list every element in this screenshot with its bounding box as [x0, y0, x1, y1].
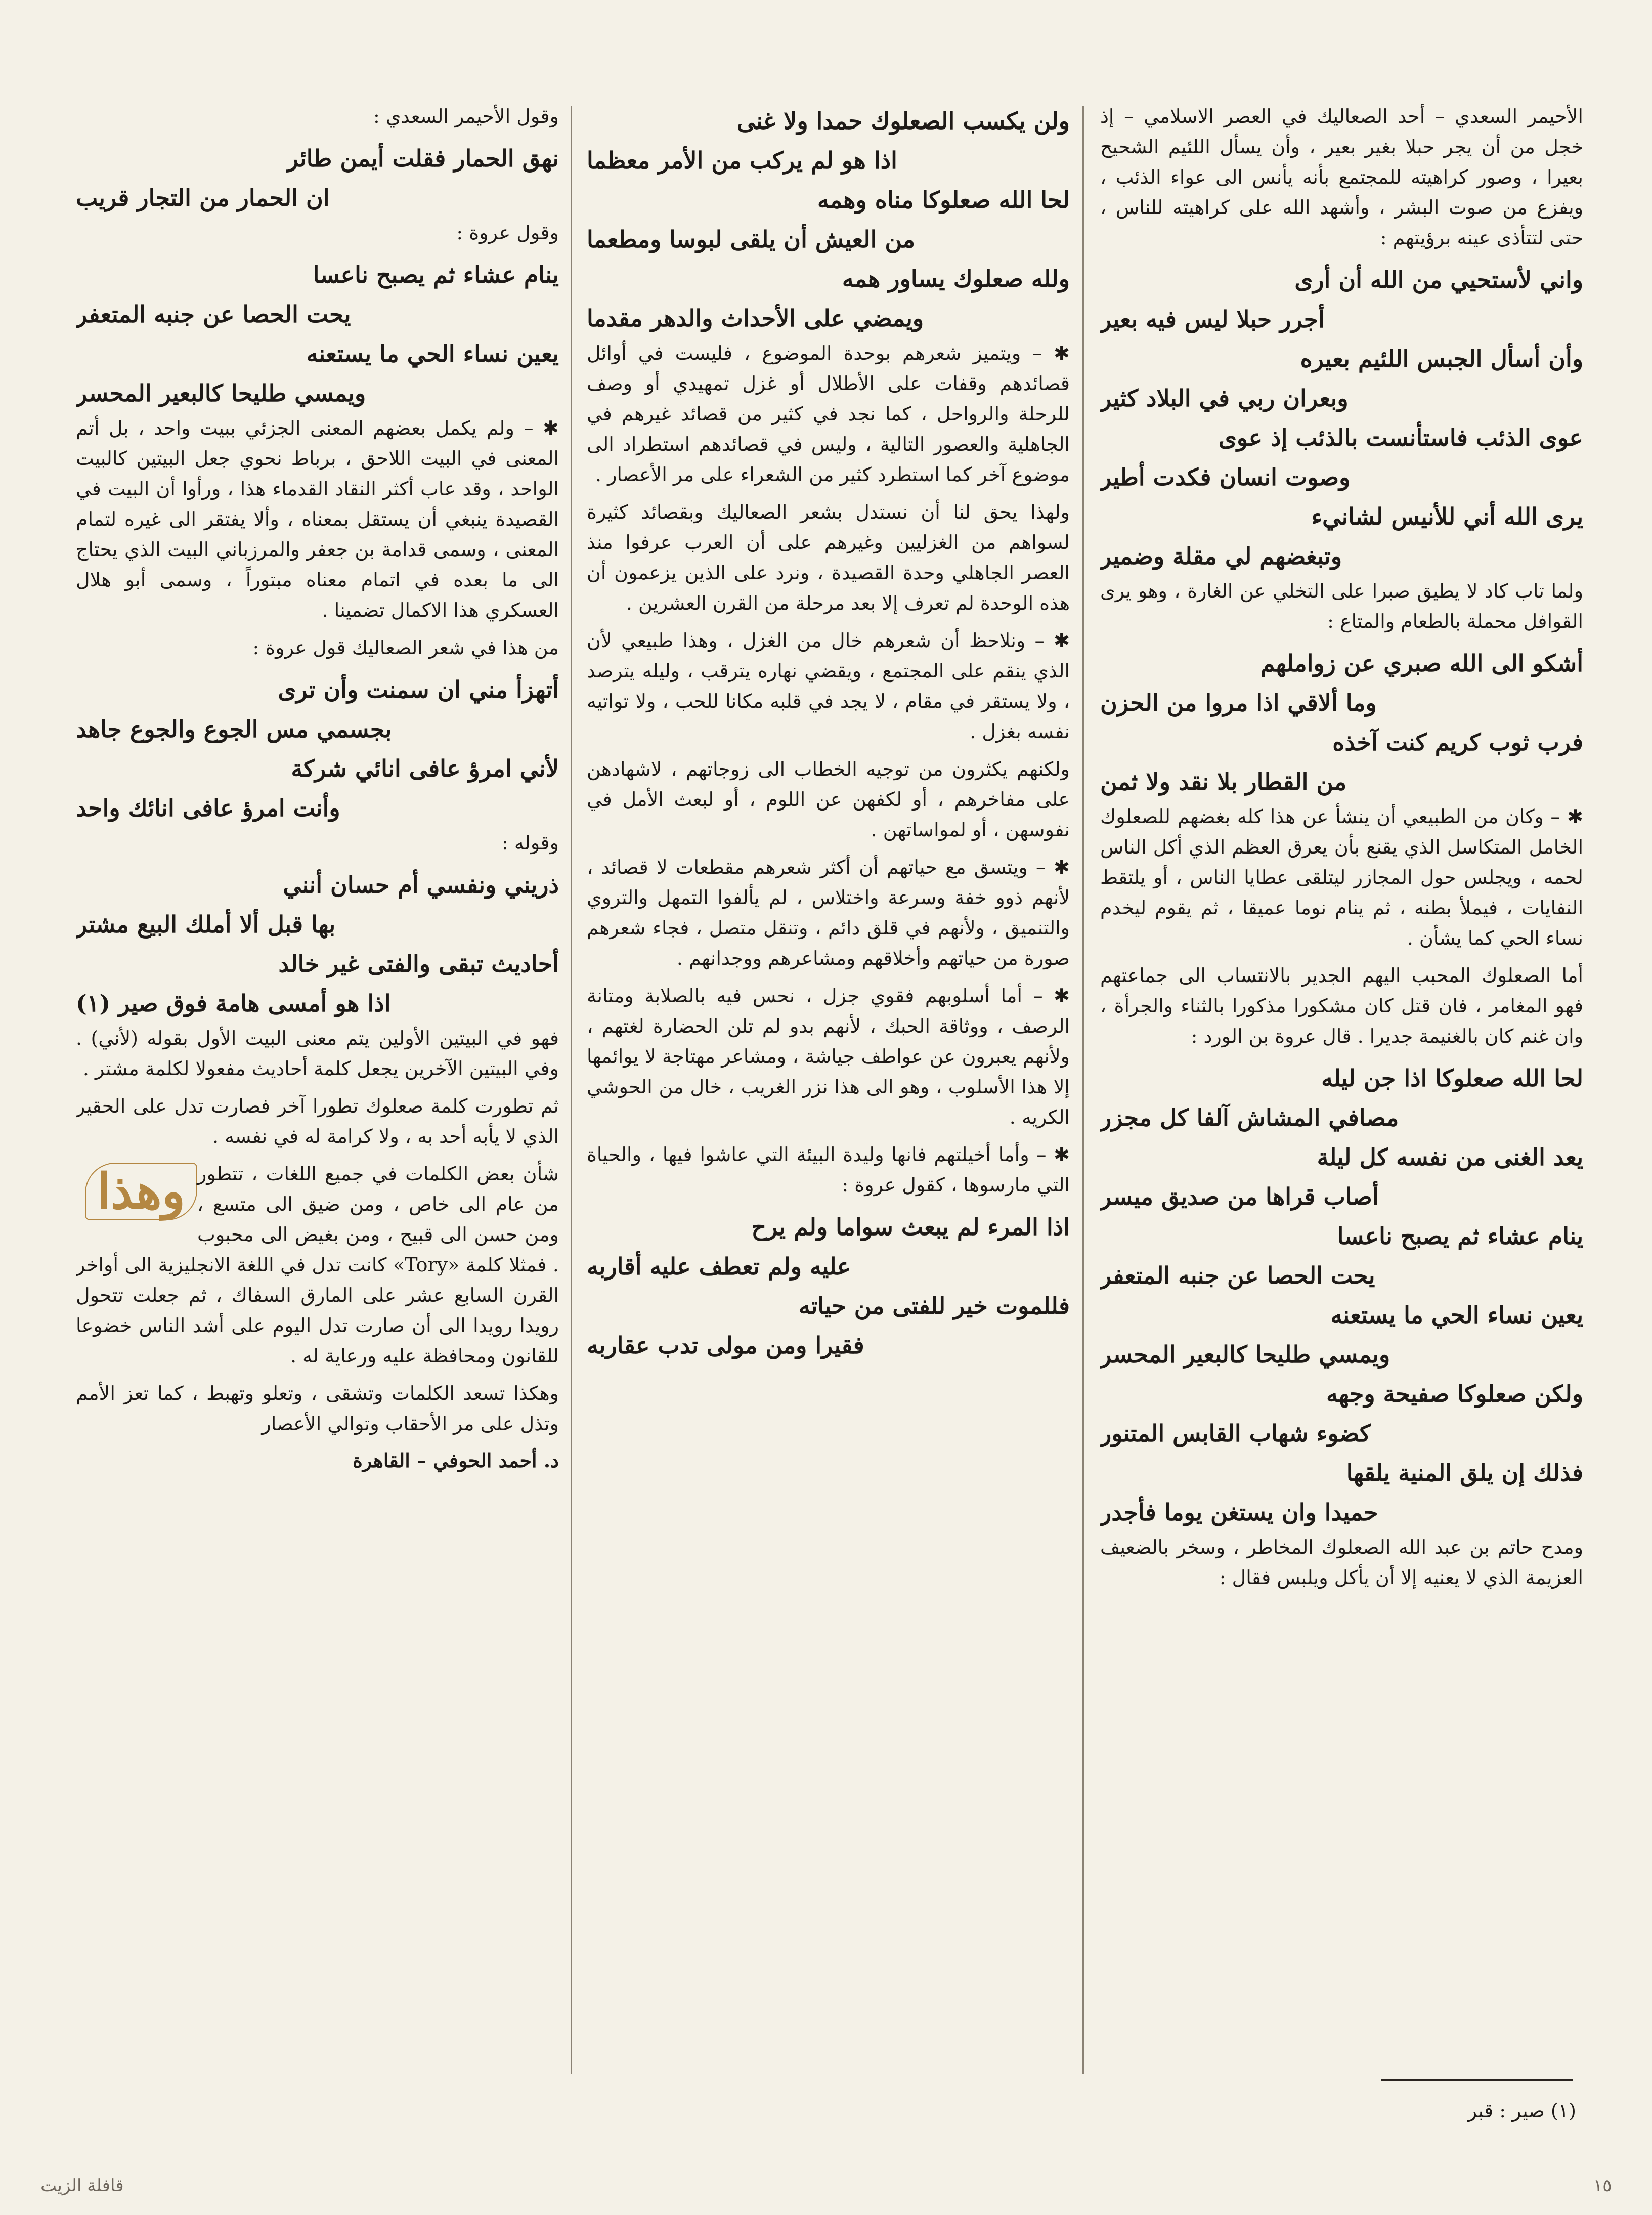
poem-verse: لأني امرؤ عافى انائي شركة — [291, 755, 559, 782]
poem-verse: أصاب قراها من صديق ميسر — [1100, 1183, 1379, 1210]
poem-verse: فقيرا ومن مولى تدب عقاربه — [587, 1332, 864, 1359]
poem-verse: نهق الحمار فقلت أيمن طائر — [287, 145, 559, 172]
paragraph: أما الصعلوك المحبب اليهم الجدير بالانتساب الى جماعتهم فهو المغامر ، فان قتل كان مشكورا مذكورا بالثناء والجرأة ، وان غنم كان بالغنيمة جديرا . قال عروة بن الورد : — [1100, 964, 1583, 1047]
poem-verse: يرى الله أني للأنيس لشانيء — [1311, 503, 1583, 530]
page-number: ١٥ — [1593, 2176, 1612, 2196]
poem-verse: أحاديث تبقى والفتى غير خالد — [278, 950, 559, 977]
paragraph: من هذا في شعر الصعاليك قول عروة : — [252, 636, 559, 659]
paragraph: ✱ – ولم يكمل بعضهم المعنى الجزئي ببيت واحد ، بل أتم المعنى في البيت اللاحق ، برباط نحوي جعل البيتين كالبيت الواحد ، وقد عاب أكثر النقاد القدماء هذا ، ورأوا أن البيت في القصيدة ينبغي أن يستقل بمعناه ، وألا يفتقر الى غيره لتمام المعنى ، وسمى قدامة بن جعفر والمرزباني البيت الذي يحتاج الى ما بعده في اتمام معناه مبتوراً ، وسمى أبو هلال العسكري هذا الاكمال تضمينا . — [76, 417, 559, 621]
poem-verse: ولله صعلوك يساور همه — [842, 265, 1070, 292]
poem-verse: اذا هو أمسى هامة فوق صير (١) — [76, 990, 391, 1017]
poem-verse: اذا هو لم يركب من الأمر معظما — [587, 147, 897, 174]
paragraph: فهو في البيتين الأولين يتم معنى البيت الأول بقوله (لأني) . وفي البيتين الآخرين يجعل كلمة أحاديث مفعولا لكلمة مشتر . — [76, 1027, 559, 1080]
poem-verse: مصافي المشاش آلفا كل مجزر — [1100, 1104, 1399, 1131]
poem-verse: ينام عشاء ثم يصبح ناعسا — [313, 261, 559, 288]
poem-verse: ان الحمار من التجار قريب — [76, 184, 330, 211]
footnote: (١) صير : قبر — [1467, 2100, 1576, 2122]
poem-verse: وصوت انسان فكدت أطير — [1100, 463, 1351, 491]
poem-verse: أتهزأ مني ان سمنت وأن ترى — [278, 676, 559, 703]
poem-verse: وأن أسأل الجبس اللئيم بعيره — [1300, 345, 1583, 372]
poem-verse: ينام عشاء ثم يصبح ناعسا — [1337, 1222, 1583, 1250]
poem-verse: يحت الحصا عن جنبه المتعفر — [1100, 1262, 1375, 1289]
poem-verse: من العيش أن يلقى لبوسا ومطعما — [587, 226, 916, 253]
paragraph: وقول الأحيمر السعدي : — [373, 105, 559, 127]
paragraph: ✱ – وأما أخيلتهم فانها وليدة البيئة التي عاشوا فيها ، والحياة التي مارسوها ، كقول عروة : — [587, 1143, 1070, 1196]
magazine-name: قافلة الزيت — [40, 2176, 124, 2196]
poem-verse: أشكو الى الله صبري عن زواملهم — [1260, 650, 1583, 677]
poem-verse: ويمسي طليحا كالبعير المحسر — [1100, 1341, 1390, 1368]
article-column-middle — [587, 101, 1070, 2115]
paragraph: وقول عروة : — [456, 222, 559, 244]
poem-verse: كضوء شهاب القابس المتنور — [1100, 1420, 1371, 1447]
paragraph: الأحيمر السعدي – أحد الصعاليك في العصر الاسلامي – إذ خجل من أن يجر حبلا بغير بعير ، وأن يسأل اللئيم الشحيح بعيرا ، وصور كراهيته للمجتمع بأنه يأنس الى عواء الذئب ، ويفزع من صوت البشر ، وأشهد الله على كراهيته للناس ، حتى لتتأذى عينه برؤيتهم : — [1100, 105, 1583, 249]
poem-verse: يعين نساء الحي ما يستعنه — [306, 340, 559, 367]
poem-verse: لحا الله صعلوكا اذا جن ليله — [1321, 1064, 1583, 1092]
poem-verse: من القطار بلا نقد ولا ثمن — [1100, 768, 1347, 795]
article-column-left — [76, 101, 559, 2115]
paragraph: وقوله : — [502, 832, 559, 854]
poem-verse: وبعران ربي في البلاد كثير — [1100, 385, 1349, 412]
poem-verse: ويمسي طليحا كالبعير المحسر — [76, 379, 366, 407]
poem-verse: ولكن صعلوكا صفيحة وجهه — [1326, 1380, 1583, 1408]
poem-verse: فذلك إن يلق المنية يلقها — [1346, 1459, 1583, 1486]
paragraph: ✱ – وكان من الطبيعي أن ينشأ عن هذا كله بغضهم للصعلوك الخامل المتكاسل الذي يقنع بأن يعرق العظم الذي أكل الناس لحمه ، ويجلس حول المجازر ليتلقى عطايا الناس ، أو يلتقط النفايات ، فيملأ بطنه ، ثم ينام نوما عميقا ، ثم يقوم ليخدم نساء الحي كما يشأن . — [1100, 805, 1583, 949]
poem-verse: يعد الغنى من نفسه كل ليلة — [1317, 1143, 1583, 1171]
column-divider — [571, 106, 572, 2074]
poem-verse: فللموت خير للفتى من حياته — [798, 1292, 1070, 1319]
poem-verse: يحت الحصا عن جنبه المتعفر — [76, 301, 351, 328]
poem-verse: وتبغضهم لي مقلة وضمير — [1100, 542, 1342, 570]
poem-verse: وأنت امرؤ عافى انائك واحد — [76, 794, 340, 822]
poem-verse: وما ألاقي اذا مروا من الحزن — [1100, 689, 1377, 716]
paragraph: ولهذا يحق لنا أن نستدل بشعر الصعاليك وبقصائد كثيرة لسواهم من الغزليين وغيرهم على أن العرب عرفوا منذ العصر الجاهلي وحدة القصيدة ، ونرد على الذين يزعمون أن هذه الوحدة لم تعرف إلا بعد مرحلة من القرن العشرين . — [587, 501, 1070, 614]
paragraph: ✱ – أما أسلوبهم فقوي جزل ، نحس فيه بالصلابة ومتانة الرصف ، ووثاقة الحبك ، لأنهم بدو لم تلن الحضارة لغتهم ، ولأنهم يعبرون عن عواطف جياشة ، ومشاعر مهتاجة لا يوائمها إلا هذا الأسلوب ، وهو الى هذا نزر الغريب ، خال من الحوشي الكريه . — [587, 985, 1070, 1128]
poem-verse: ولن يكسب الصعلوك حمدا ولا غنى — [736, 107, 1070, 135]
footnote-divider — [1381, 2079, 1573, 2081]
poem-verse: ذريني ونفسي أم حسان أنني — [283, 871, 559, 899]
paragraph: ✱ – ويتسق مع حياتهم أن أكثر شعرهم مقطعات لا قصائد ، لأنهم ذوو خفة وسرعة واختلاس ، لم يألفوا التمهل والتروي والتنميق ، ولأنهم في قلق دائم ، وتنقل متصل ، فجاء شعرهم صورة من حياتهم وأخلاقهم ومشاعرهم ووجدانهم . — [587, 856, 1070, 969]
paragraph: ومدح حاتم بن عبد الله الصعلوك المخاطر ، وسخر بالضعيف العزيمة الذي لا يعنيه إلا أن يأكل ويلبس فقال : — [1100, 1536, 1583, 1589]
poem-verse: يعين نساء الحي ما يستعنه — [1330, 1301, 1583, 1329]
poem-verse: أجرر حبلا ليس فيه بعير — [1100, 306, 1325, 333]
author-signature: د. أحمد الحوفي – القاهرة — [352, 1449, 559, 1472]
poem-verse: بها قبل ألا أملك البيع مشتر — [76, 911, 336, 938]
poem-verse: فرب ثوب كريم كنت آخذه — [1332, 729, 1583, 756]
article-column-right — [1100, 101, 1583, 2115]
paragraph: ✱ – ويتميز شعرهم بوحدة الموضوع ، فليست في أوائل قصائدهم وقفات على الأطلال أو غزل تمهيدي أو وصف للرحلة والرواحل ، كما نجد في كثير من قصائد غيرهم في الجاهلية والعصور التالية ، وليس في قصائدهم استطراد الى موضوع آخر كما استطرد كثير من الشعراء على مر الأعصار . — [587, 342, 1070, 486]
poem-verse: اذا المرء لم يبعث سواما ولم يرح — [751, 1213, 1070, 1241]
paragraph: وهكذا تسعد الكلمات وتشقى ، وتعلو وتهبط ، كما تعز الأمم وتذل على مر الأحقاب وتوالي الأعصار — [76, 1382, 559, 1435]
paragraph: ✱ – ونلاحظ أن شعرهم خال من الغزل ، وهذا طبيعي لأن الذي ينقم على المجتمع ، ويقضي نهاره يترقب ، وليله يترصد ، ولا يستقر في مقام ، لا يجد في قلبه مكانا للحب ، ولا تواتيه نفسه بغزل . — [587, 629, 1070, 743]
poem-verse: حميدا وان يستغن يوما فأجدر — [1100, 1499, 1378, 1526]
poem-verse: ويمضي على الأحداث والدهر مقدما — [587, 305, 924, 332]
poem-verse: عليه ولم تعطف عليه أقاربه — [587, 1253, 851, 1280]
poem-verse: بجسمي مس الجوع والجوع جاهد — [76, 715, 392, 743]
poem-verse: لحا الله صعلوكا مناه وهمه — [817, 186, 1070, 214]
decorative-initial: وهذا — [85, 1163, 197, 1220]
poem-verse: عوى الذئب فاستأنست بالذئب إذ عوى — [1218, 424, 1583, 451]
paragraph: شأن بعض الكلمات في جميع اللغات ، تتطور من عام الى خاص ، ومن ضيق الى متسع ، ومن حسن الى قبيح ، ومن بغيض الى محبوب . فمثلا كلمة «Tory» كانت تدل في اللغة الانجليزية الى أواخر القرن السابع عشر على المارق السفاك ، ثم جعلت تتحول رويدا رويدا الى أن صارت تدل اليوم على أشد الناس خضوعا للقانون ومحافظة عليه ورعاية له . — [76, 1163, 559, 1367]
paragraph: ولما تاب كاد لا يطيق صبرا على التخلي عن الغارة ، وهو يرى القوافل محملة بالطعام والمتاع : — [1100, 580, 1583, 632]
paragraph: ثم تطورت كلمة صعلوك تطورا آخر فصارت تدل على الحقير الذي لا يأبه أحد به ، ولا كرامة له في نفسه . — [76, 1095, 559, 1147]
poem-verse: واني لأستحيي من الله أن أرى — [1294, 266, 1583, 293]
paragraph: ولكنهم يكثرون من توجيه الخطاب الى زوجاتهم ، لاشهادهن على مفاخرهم ، أو لكفهن عن اللوم ، أو لبعث الأمل في نفوسهن ، أو لمواساتهن . — [587, 758, 1070, 841]
column-divider — [1082, 106, 1084, 2074]
